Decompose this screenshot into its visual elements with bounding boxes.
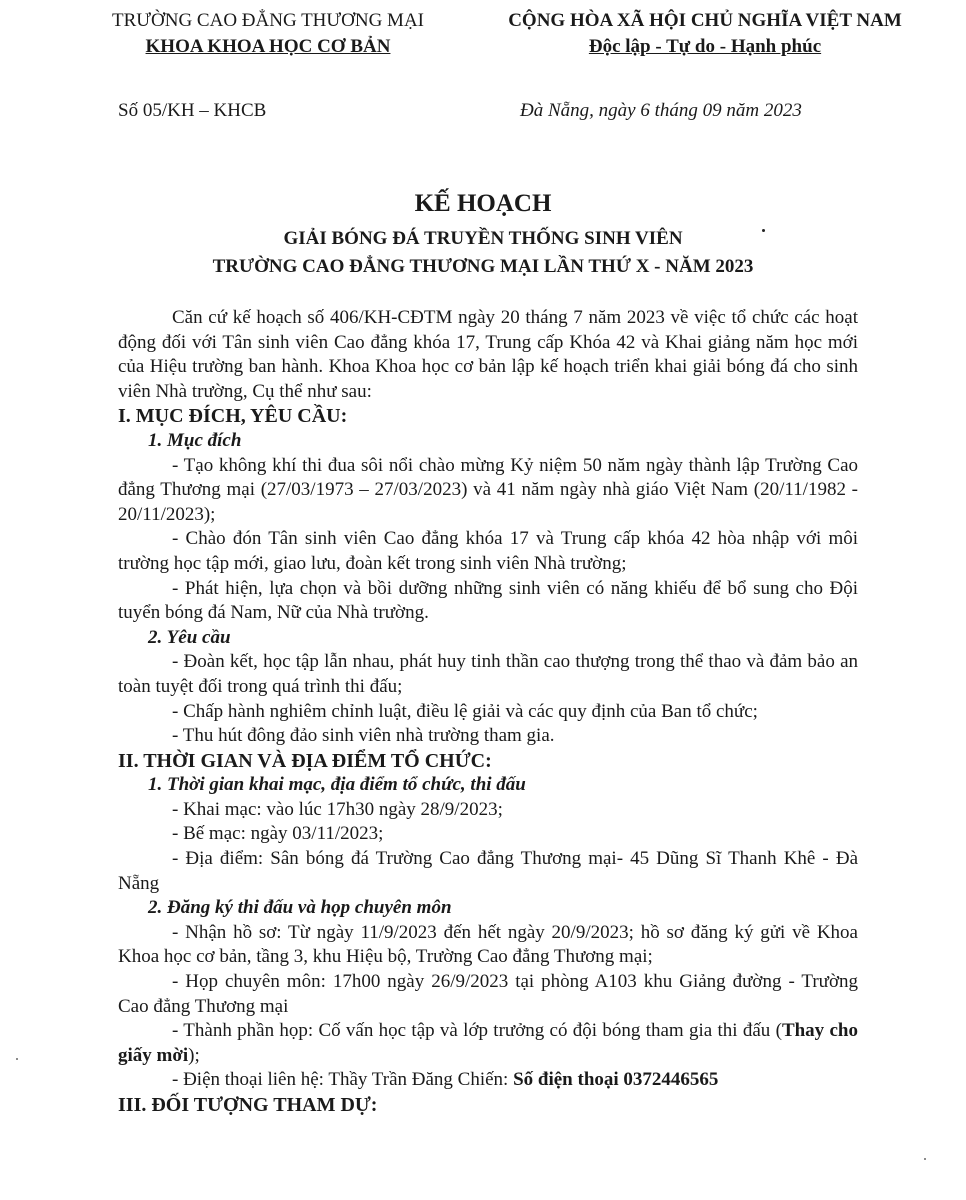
scan-speck	[924, 1158, 926, 1160]
document-number: Số 05/KH – KHCB	[118, 100, 267, 121]
scan-speck	[16, 1058, 18, 1060]
section-2-heading: II. THỜI GIAN VÀ ĐỊA ĐIỂM TỔ CHỨC:	[118, 749, 492, 772]
national-motto: Độc lập - Tự do - Hạnh phúc	[588, 36, 822, 57]
document-body	[118, 306, 858, 1118]
purpose-item-3: - Phát hiện, lựa chọn và bồi dưỡng những sinh viên có năng khiếu để bổ sung cho Đội tuyển bóng đá Nam, Nữ của Nhà trường.	[118, 577, 858, 624]
document-subtitle-1: GIẢI BÓNG ĐÁ TRUYỀN THỐNG SINH VIÊN	[283, 228, 683, 249]
section-2-sub-2: 2. Đăng ký thi đấu và họp chuyên môn	[148, 897, 452, 919]
section-3-heading: III. ĐỐI TƯỢNG THAM DỰ:	[118, 1094, 378, 1116]
requirement-item-2: - Chấp hành nghiêm chỉnh luật, điều lệ giải và các quy định của Ban tổ chức;	[172, 700, 758, 722]
venue: - Địa điểm: Sân bóng đá Trường Cao đẳng Thương mại- 45 Dũng Sĩ Thanh Khê - Đà Nẵng	[118, 848, 858, 894]
registration-info: - Nhận hồ sơ: Từ ngày 11/9/2023 đến hết ngày 20/9/2023; hồ sơ đăng ký gửi về Khoa Khoa học cơ bản, tầng 3, khu Hiệu bộ, Trường Cao đẳng Thương mại;	[118, 921, 858, 968]
attendees-info	[118, 1019, 858, 1068]
section-2-sub-1: 1. Thời gian khai mạc, địa điểm tổ chức, thi đấu	[148, 774, 526, 796]
opening-time: - Khai mạc: vào lúc 17h30 ngày 28/9/2023;	[172, 798, 503, 820]
section-1-sub-2: 2. Yêu cầu	[148, 626, 231, 648]
meeting-info: - Họp chuyên môn: 17h00 ngày 26/9/2023 tại phòng A103 khu Giảng đường - Trường Cao đẳng Thương mại	[118, 971, 858, 1017]
attendees-text: - Thành phần họp: Cố vấn học tập và lớp trưởng có đội bóng tham gia thi đấu (	[172, 1020, 782, 1042]
contact-text: - Điện thoại liên hệ: Thầy Trần Đăng Chiến:	[172, 1069, 514, 1091]
closing-time: - Bế mạc: ngày 03/11/2023;	[172, 823, 384, 845]
national-title: CỘNG HÒA XÃ HỘI CHỦ NGHĨA VIỆT NAM	[508, 10, 902, 31]
institution-header	[78, 8, 458, 60]
requirement-item-3: - Thu hút đông đảo sinh viên nhà trường tham gia.	[172, 725, 555, 747]
scan-speck	[762, 229, 765, 232]
section-1-heading: I. MỤC ĐÍCH, YÊU CẦU:	[118, 405, 348, 428]
purpose-item-1: - Tạo không khí thi đua sôi nổi chào mừng Kỷ niệm 50 năm ngày thành lập Trường Cao đẳng Thương mại (27/03/1973 – 27/03/2023) và 41 năm ngày nhà giáo Việt Nam (20/11/1982 - 20/11/2023);	[118, 454, 858, 525]
national-header	[470, 8, 940, 60]
document-subtitle-2: TRƯỜNG CAO ĐẲNG THƯƠNG MẠI LẦN THỨ X - NĂM 2023	[212, 256, 754, 277]
purpose-item-2: - Chào đón Tân sinh viên Cao đẳng khóa 17 và Trung cấp khóa 42 hòa nhập với môi trường học tập mới, giao lưu, đoàn kết trong sinh viên Nhà trường;	[118, 528, 858, 574]
contact-phone: Số điện thoại 0372446565	[513, 1069, 719, 1091]
document-date: Đà Nẵng, ngày 6 tháng 09 năm 2023	[520, 100, 802, 121]
contact-info	[118, 1068, 858, 1093]
requirement-item-1: - Đoàn kết, học tập lẫn nhau, phát huy tinh thần cao thượng trong thể thao và đảm bảo an toàn tuyệt đối trong quá trình thi đấu;	[118, 651, 858, 697]
document-title: KẾ HOẠCH	[414, 190, 552, 217]
intro-paragraph: Căn cứ kế hoạch số 406/KH-CĐTM ngày 20 tháng 7 năm 2023 về việc tổ chức các hoạt động đối với Tân sinh viên Cao đẳng khóa 17, Trung cấp Khóa 42 và Khai giảng năm học mới của Hiệu trường ban hành. Khoa Khoa học cơ bản lập kế hoạch triển khai giải bóng đá cho sinh viên Nhà trường, Cụ thể như sau:	[118, 307, 858, 402]
department-name: KHOA KHOA HỌC CƠ BẢN	[145, 36, 391, 57]
attendees-end: );	[188, 1044, 200, 1066]
school-name: TRƯỜNG CAO ĐẲNG THƯƠNG MẠI	[111, 10, 424, 31]
attendees-note: Thay cho giấy mời	[118, 1020, 858, 1066]
section-1-sub-1: 1. Mục đích	[148, 429, 242, 451]
